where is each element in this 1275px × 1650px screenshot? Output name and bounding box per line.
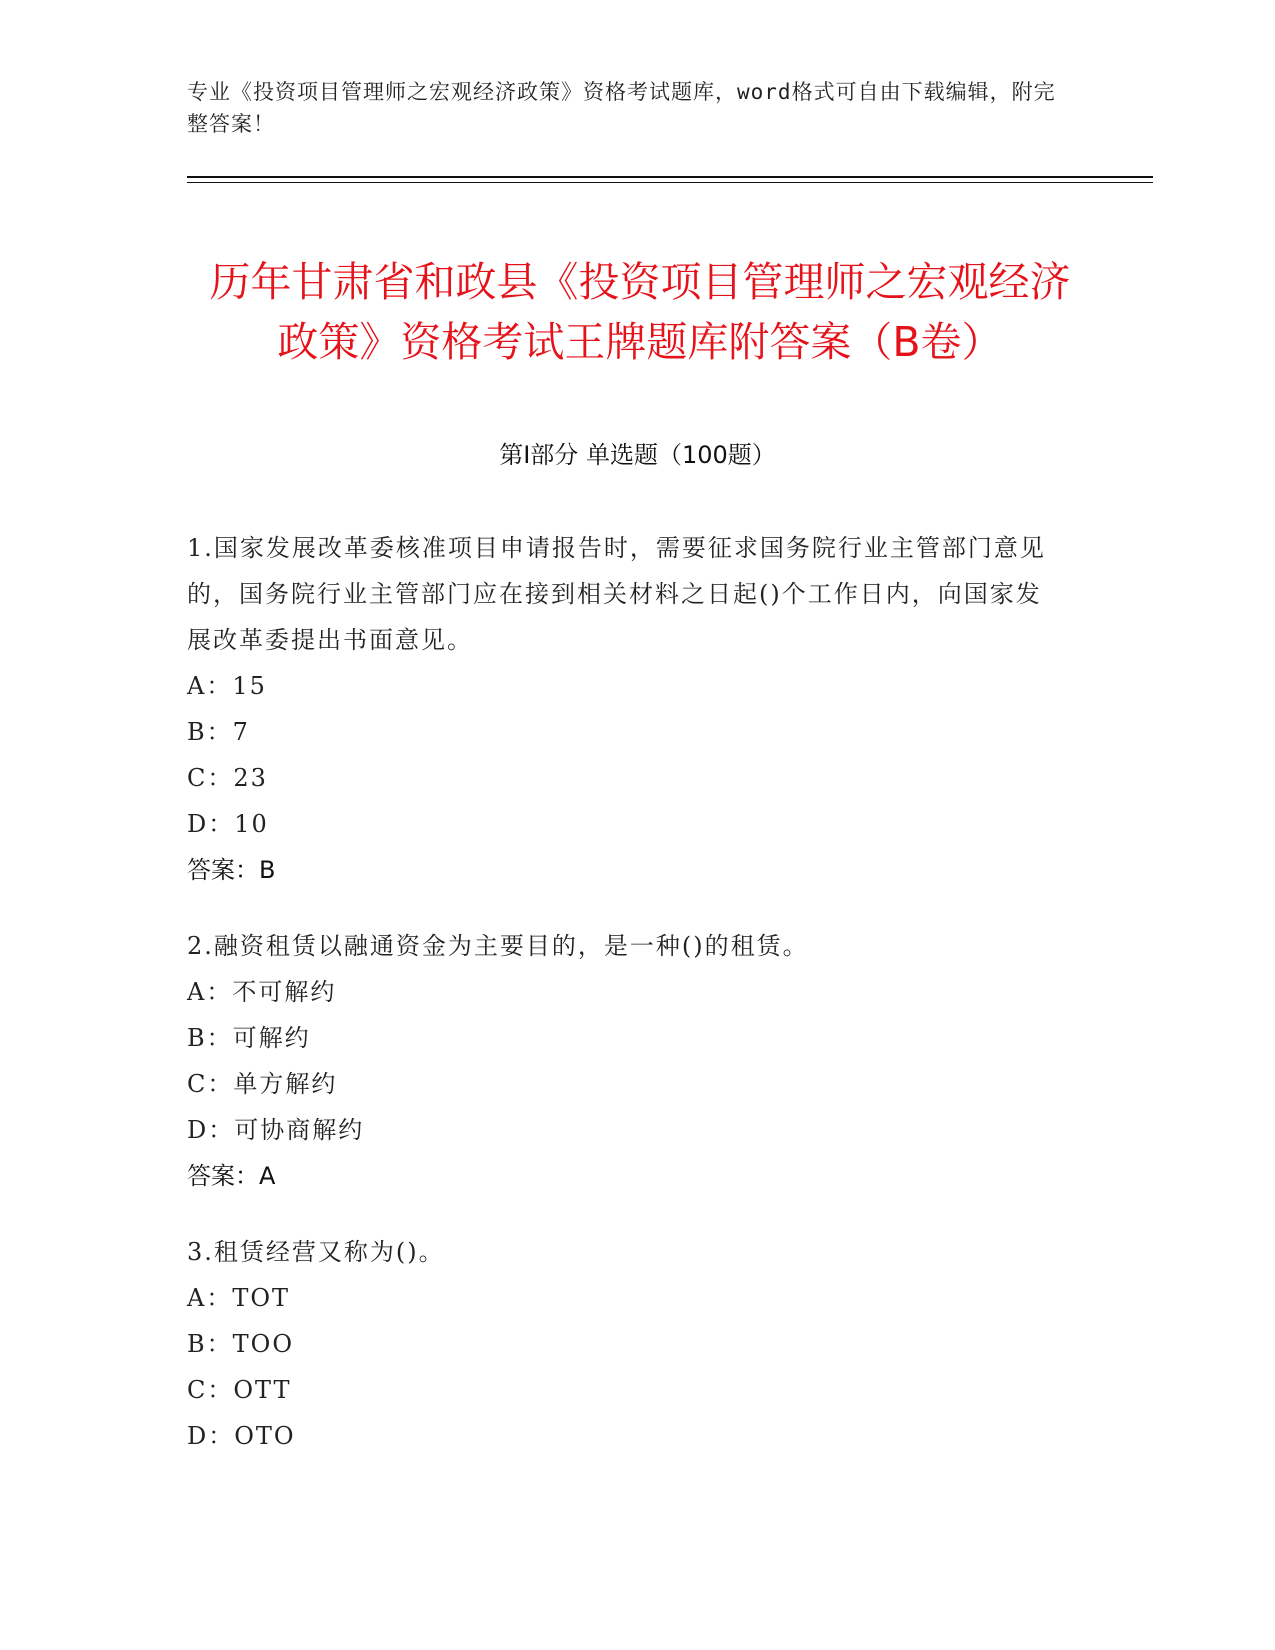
document-title: 历年甘肃省和政县《投资项目管理师之宏观经济政策》资格考试王牌题库附答案（B卷） <box>209 258 1071 367</box>
option-c: C：23 <box>187 764 268 792</box>
option-b: B：TOO <box>187 1330 294 1358</box>
option-d: D：可协商解约 <box>187 1116 365 1144</box>
question-text: 2.融资租赁以融通资金为主要目的，是一种()的租赁。 <box>187 932 809 960</box>
section-heading: 第Ⅰ部分 单选题（100题） <box>499 441 776 469</box>
header-divider <box>187 176 1153 178</box>
question-text: 1.国家发展改革委核准项目申请报告时，需要征求国务院行业主管部门意见的，国务院行业主管部门应在接到相关材料之日起()个工作日内，向国家发展改革委提出书面意见。 <box>187 534 1046 654</box>
option-a: A：不可解约 <box>187 978 337 1006</box>
option-c: C：单方解约 <box>187 1070 338 1098</box>
question-1 <box>187 525 1067 893</box>
question-3 <box>187 1229 1067 1459</box>
question-2 <box>187 923 1067 1199</box>
answer: 答案：A <box>187 1162 276 1190</box>
option-d: D：10 <box>187 810 269 838</box>
question-text: 3.租赁经营又称为()。 <box>187 1238 445 1266</box>
answer: 答案：B <box>187 856 276 884</box>
option-c: C：OTT <box>187 1376 292 1404</box>
option-b: B：可解约 <box>187 1024 311 1052</box>
header-note: 专业《投资项目管理师之宏观经济政策》资格考试题库，word格式可自由下载编辑，附完整答案！ <box>187 80 1056 136</box>
question-list <box>187 525 1067 1489</box>
option-a: A：TOT <box>187 1284 291 1312</box>
option-b: B：7 <box>187 718 250 746</box>
option-a: A：15 <box>187 672 267 700</box>
header-divider-thin <box>187 182 1153 183</box>
option-d: D：OTO <box>187 1422 296 1450</box>
